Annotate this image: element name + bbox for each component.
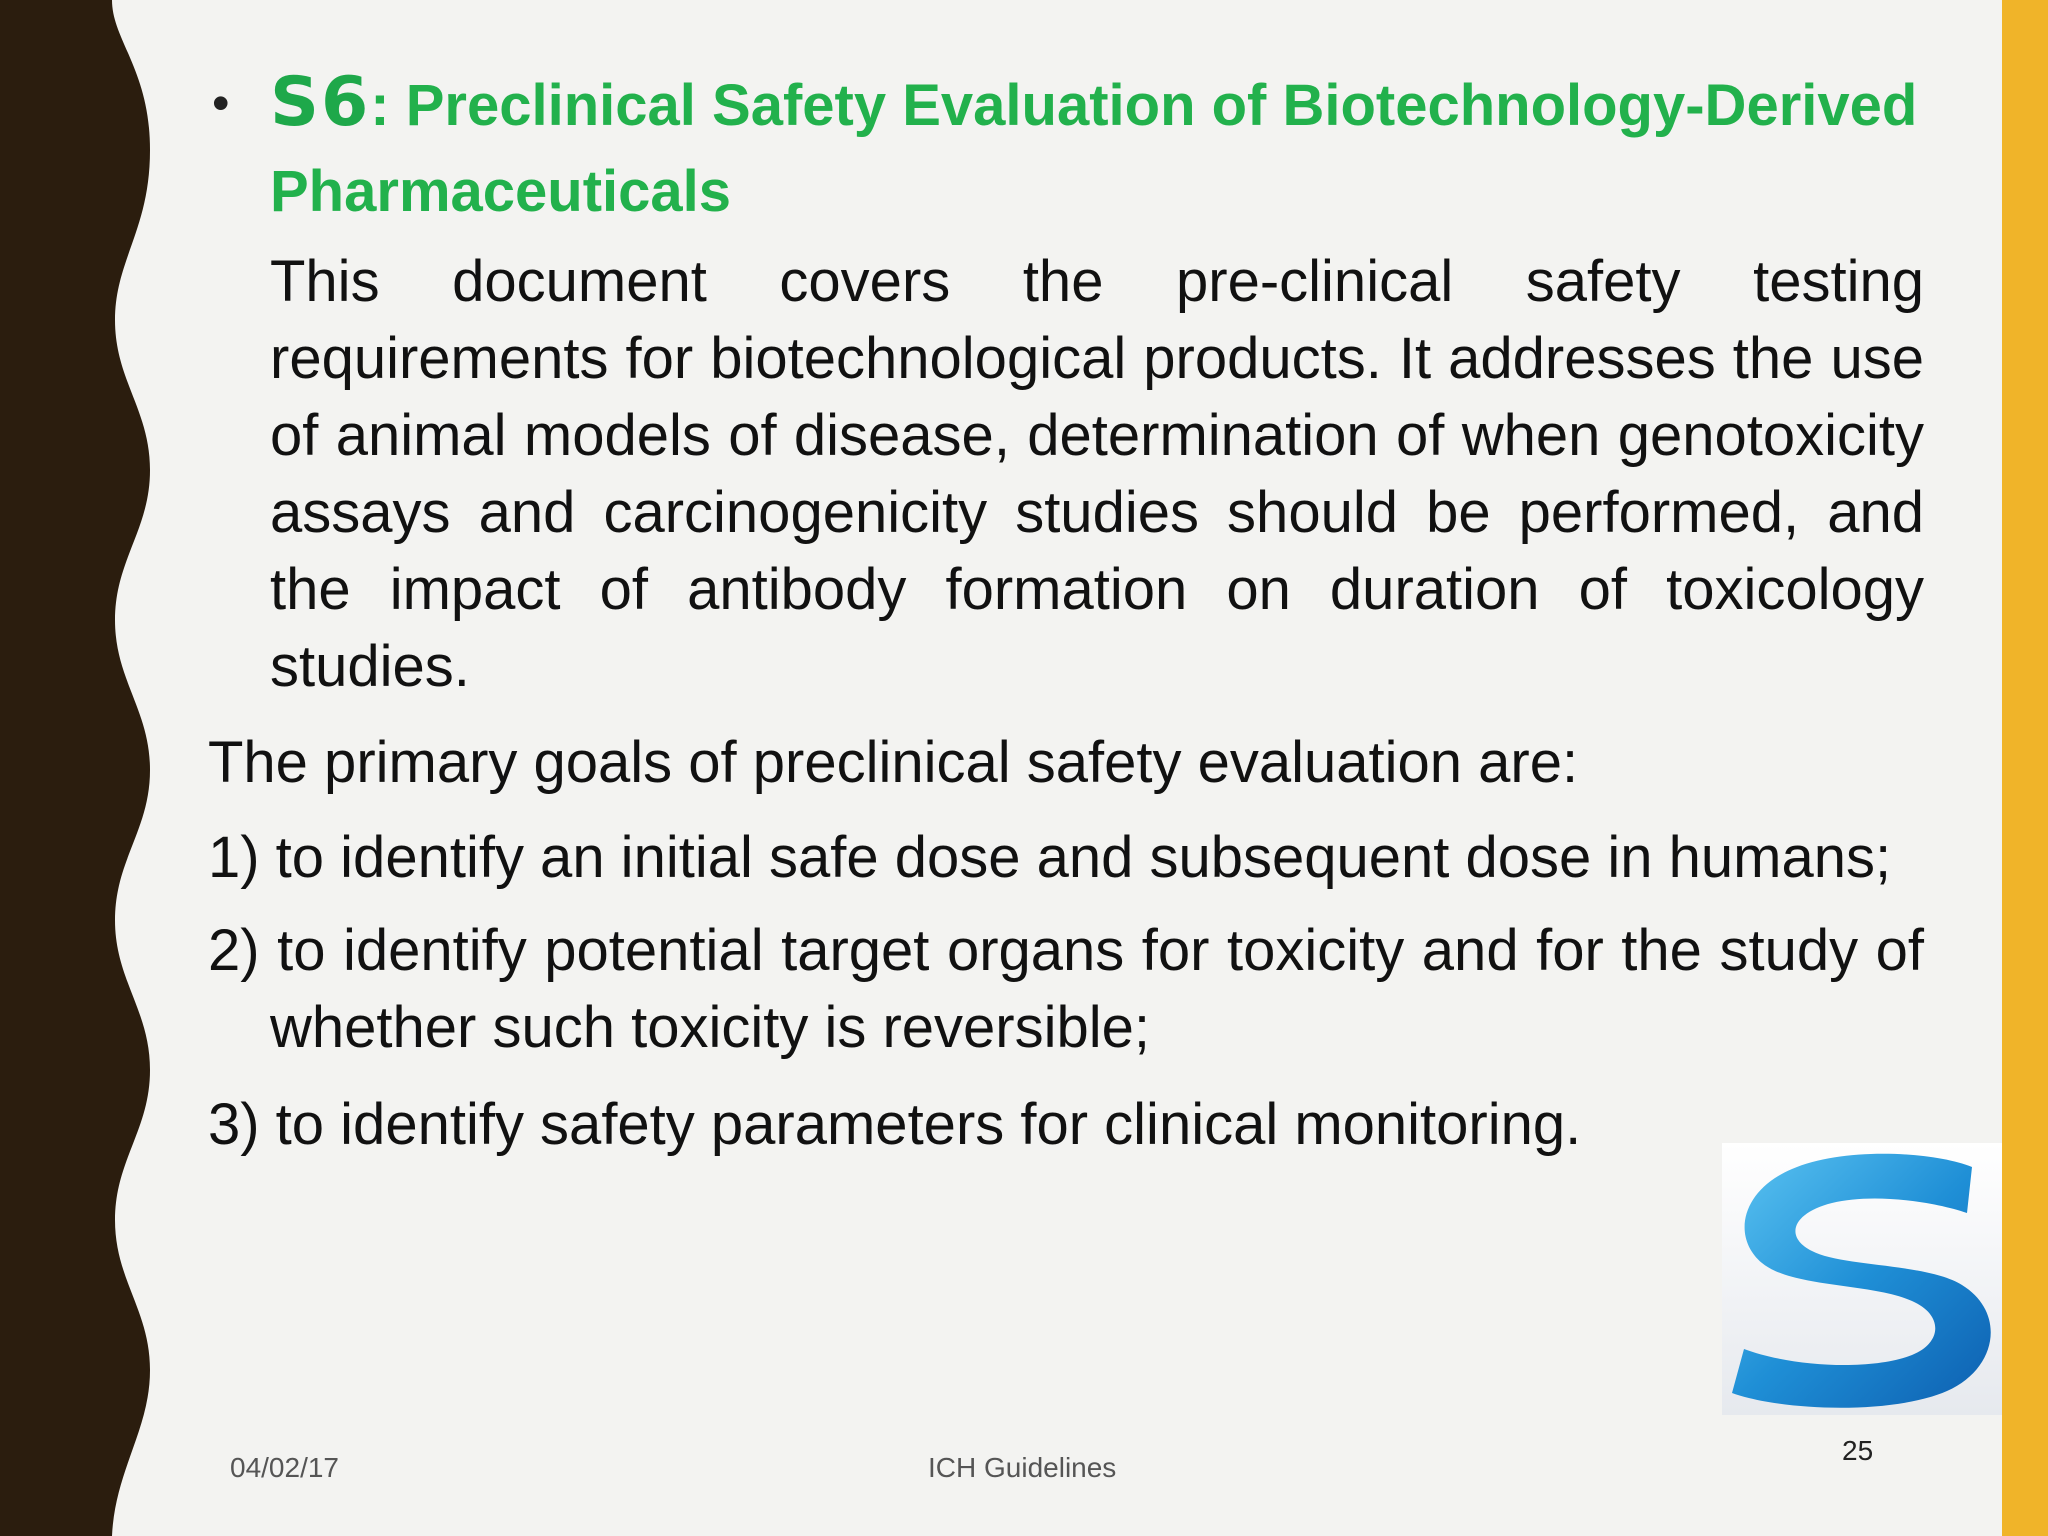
wavy-border-decoration bbox=[0, 0, 170, 1536]
description-paragraph: This document covers the pre-clinical safety testing requirements for biotechnological products. It addresses the use of animal models of disease, determination of when genotoxicity assays and carcinogenicity studies should be performed, and the impact of antibody formation on duration of toxicology studies. bbox=[270, 249, 1924, 699]
slide-heading bbox=[208, 60, 1924, 235]
goal-item: 3) to identify safety parameters for clinical monitoring. bbox=[208, 1092, 1582, 1157]
heading-title: Preclinical Safety Evaluation of Biotechnology-Derived Pharmaceuticals bbox=[270, 73, 1918, 224]
accent-stripe bbox=[2002, 0, 2048, 1536]
goal-item: 2) to identify potential target organs for toxicity and for the study of whether such toxicity is reversible; bbox=[208, 918, 1924, 1060]
goals-intro: The primary goals of preclinical safety evaluation are: bbox=[208, 730, 1579, 795]
footer-date: 04/02/17 bbox=[230, 1452, 339, 1483]
bullet-icon: • bbox=[212, 75, 230, 131]
footer-title: ICH Guidelines bbox=[928, 1452, 1117, 1483]
goal-item: 1) to identify an initial safe dose and subsequent dose in humans; bbox=[208, 825, 1892, 890]
s-logo-icon bbox=[1722, 1143, 2002, 1415]
guideline-code: S6 bbox=[270, 63, 371, 142]
heading-separator: : bbox=[370, 73, 406, 138]
page-number: 25 bbox=[1842, 1435, 1874, 1466]
slide-content bbox=[208, 60, 1924, 1163]
